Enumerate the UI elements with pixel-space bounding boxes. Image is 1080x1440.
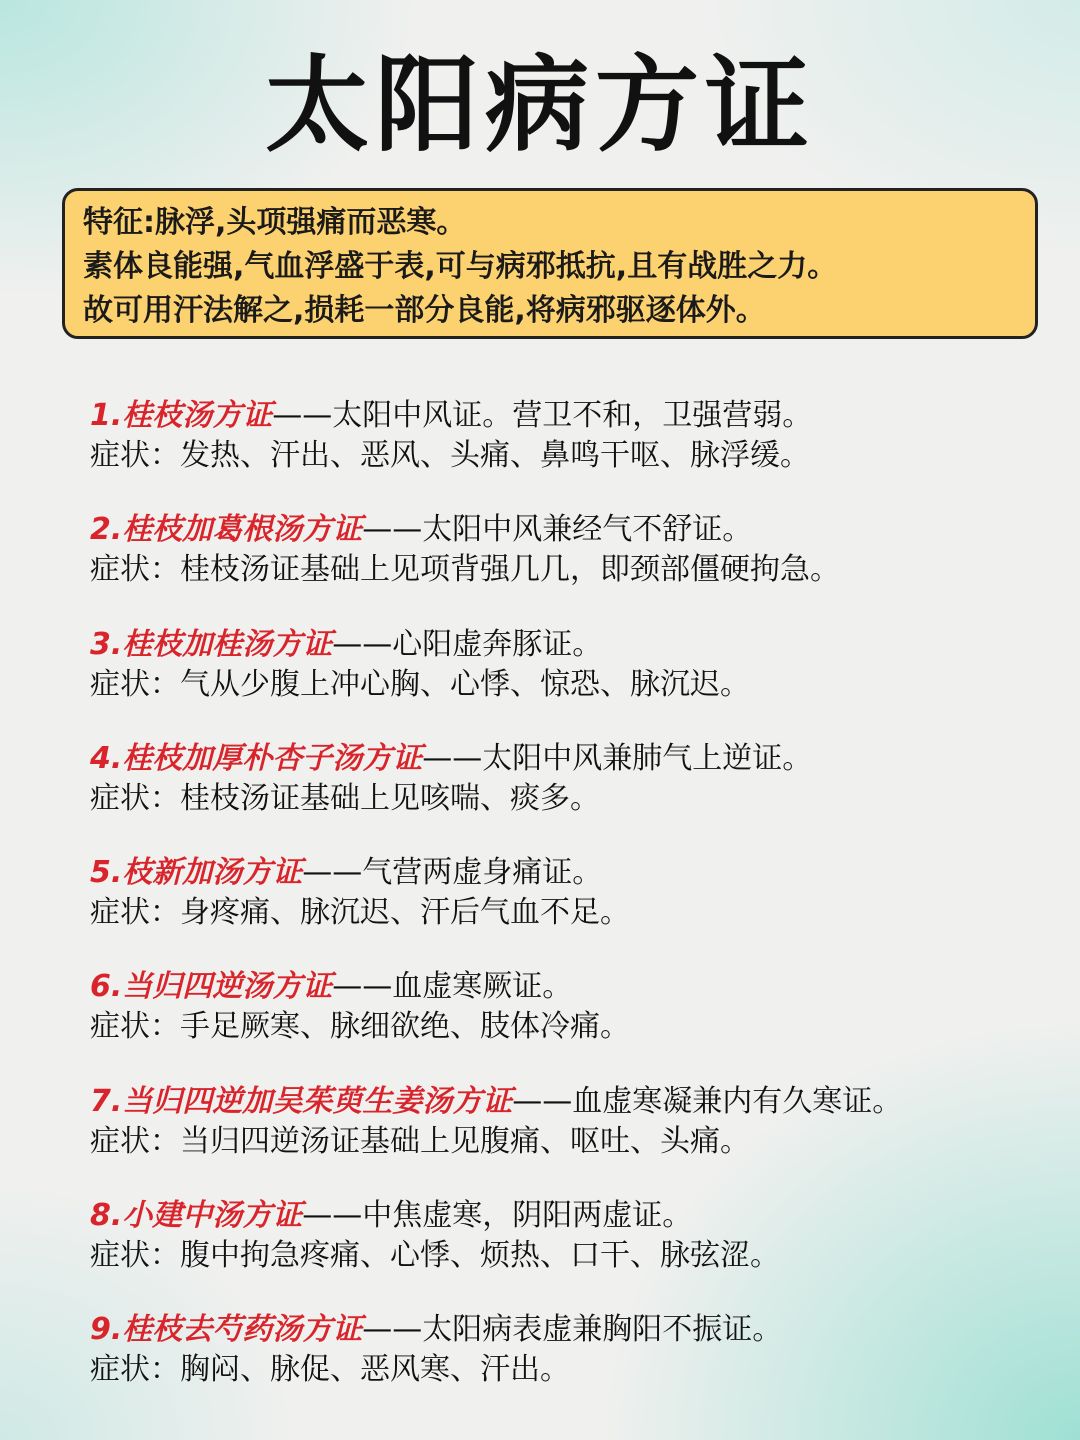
- formula-symptoms: 症状：身疼痛、脉沉迟、汗后气血不足。: [90, 895, 630, 930]
- formula-item: [90, 1196, 780, 1276]
- formula-name: 9.桂枝去芍药汤方证: [90, 1312, 363, 1347]
- formula-symptoms: 症状：腹中拘急疼痛、心悸、烦热、口干、脉弦涩。: [90, 1238, 780, 1273]
- formula-item: [90, 853, 630, 933]
- formula-name: 6.当归四逆汤方证: [90, 969, 333, 1004]
- formula-item: [90, 625, 750, 705]
- formula-item: [90, 739, 812, 819]
- formula-symptoms: 症状：气从少腹上冲心胸、心悸、惊恐、脉沉迟。: [90, 667, 750, 702]
- formula-name: 4.桂枝加厚朴杏子汤方证: [90, 741, 423, 776]
- formula-item: [90, 1310, 782, 1390]
- formula-name: 8.小建中汤方证: [90, 1198, 303, 1233]
- formula-symptoms: 症状：发热、汗出、恶风、头痛、鼻鸣干呕、脉浮缓。: [90, 438, 810, 473]
- summary-line: 特征:脉浮,头项强痛而恶寒。: [83, 205, 467, 240]
- formula-desc: ——太阳中风兼经气不舒证。: [362, 512, 753, 547]
- formula-name: 5.枝新加汤方证: [90, 855, 303, 890]
- formula-item: [90, 967, 630, 1047]
- formula-name: 2.桂枝加葛根汤方证: [90, 512, 363, 547]
- formula-desc: ——太阳中风证。营卫不和，卫强营弱。: [272, 398, 813, 433]
- formula-item: [90, 510, 840, 590]
- formula-desc: ——血虚寒凝兼内有久寒证。: [512, 1084, 903, 1119]
- formula-symptoms: 症状：当归四逆汤证基础上见腹痛、呕吐、头痛。: [90, 1124, 750, 1159]
- formula-symptoms: 症状：胸闷、脉促、恶风寒、汗出。: [90, 1352, 570, 1387]
- formula-name: 3.桂枝加桂汤方证: [90, 627, 333, 662]
- formula-symptoms: 症状：手足厥寒、脉细欲绝、肢体冷痛。: [90, 1009, 630, 1044]
- formula-item: [90, 1082, 902, 1162]
- formula-desc: ——中焦虚寒，阴阳两虚证。: [302, 1198, 693, 1233]
- formula-desc: ——太阳病表虚兼胸阳不振证。: [362, 1312, 783, 1347]
- formula-desc: ——血虚寒厥证。: [332, 969, 573, 1004]
- formula-desc: ——心阳虚奔豚证。: [332, 627, 603, 662]
- formula-desc: ——太阳中风兼肺气上逆证。: [422, 741, 813, 776]
- formula-item: [90, 396, 812, 476]
- formula-symptoms: 症状：桂枝汤证基础上见项背强几几，即颈部僵硬拘急。: [90, 552, 840, 587]
- formula-symptoms: 症状：桂枝汤证基础上见咳喘、痰多。: [90, 781, 600, 816]
- summary-line: 故可用汗法解之,损耗一部分良能,将病邪驱逐体外。: [83, 293, 766, 328]
- formula-name: 1.桂枝汤方证: [90, 398, 273, 433]
- summary-line: 素体良能强,气血浮盛于表,可与病邪抵抗,且有战胜之力。: [83, 249, 838, 284]
- summary-box: [62, 188, 1038, 339]
- formula-name: 7.当归四逆加吴茱萸生姜汤方证: [90, 1084, 513, 1119]
- page-title: 太阳病方证: [264, 44, 815, 166]
- formula-desc: ——气营两虚身痛证。: [302, 855, 603, 890]
